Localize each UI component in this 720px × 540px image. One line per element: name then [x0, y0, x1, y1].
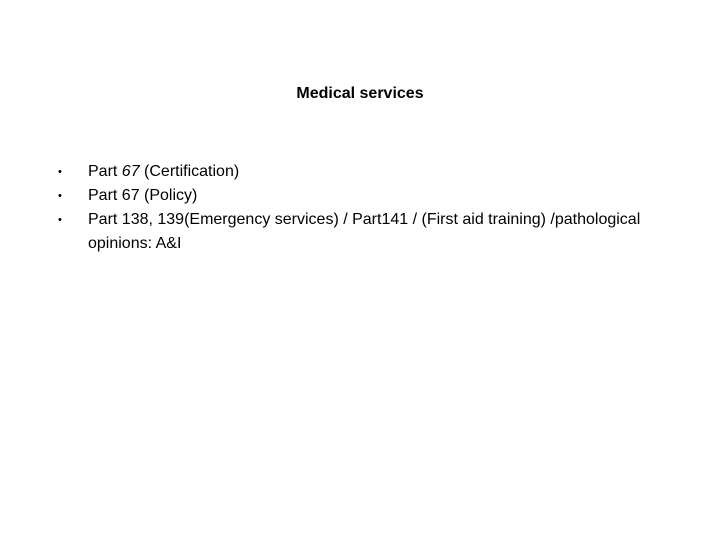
bullet-prefix: Part — [88, 163, 122, 180]
slide-title: Medical services — [296, 85, 424, 102]
bullet-item-emergency-services — [0, 208, 720, 256]
bullet-text: Part 67 (Policy) — [88, 187, 198, 204]
bullet-marker: • — [58, 190, 62, 202]
bullet-item-policy — [0, 184, 720, 208]
bullet-text: Part 138, 139(Emergency services) / Part141 / (First aid training) /pathological opinions: A&I — [88, 211, 641, 252]
bullet-emphasis: 67 — [121, 163, 140, 180]
bullet-marker: • — [58, 214, 62, 226]
bullet-text — [88, 163, 239, 180]
bullet-list — [0, 160, 720, 256]
bullet-marker: • — [58, 166, 62, 178]
bullet-item-certification — [0, 160, 720, 184]
bullet-suffix: (Certification) — [139, 163, 240, 180]
